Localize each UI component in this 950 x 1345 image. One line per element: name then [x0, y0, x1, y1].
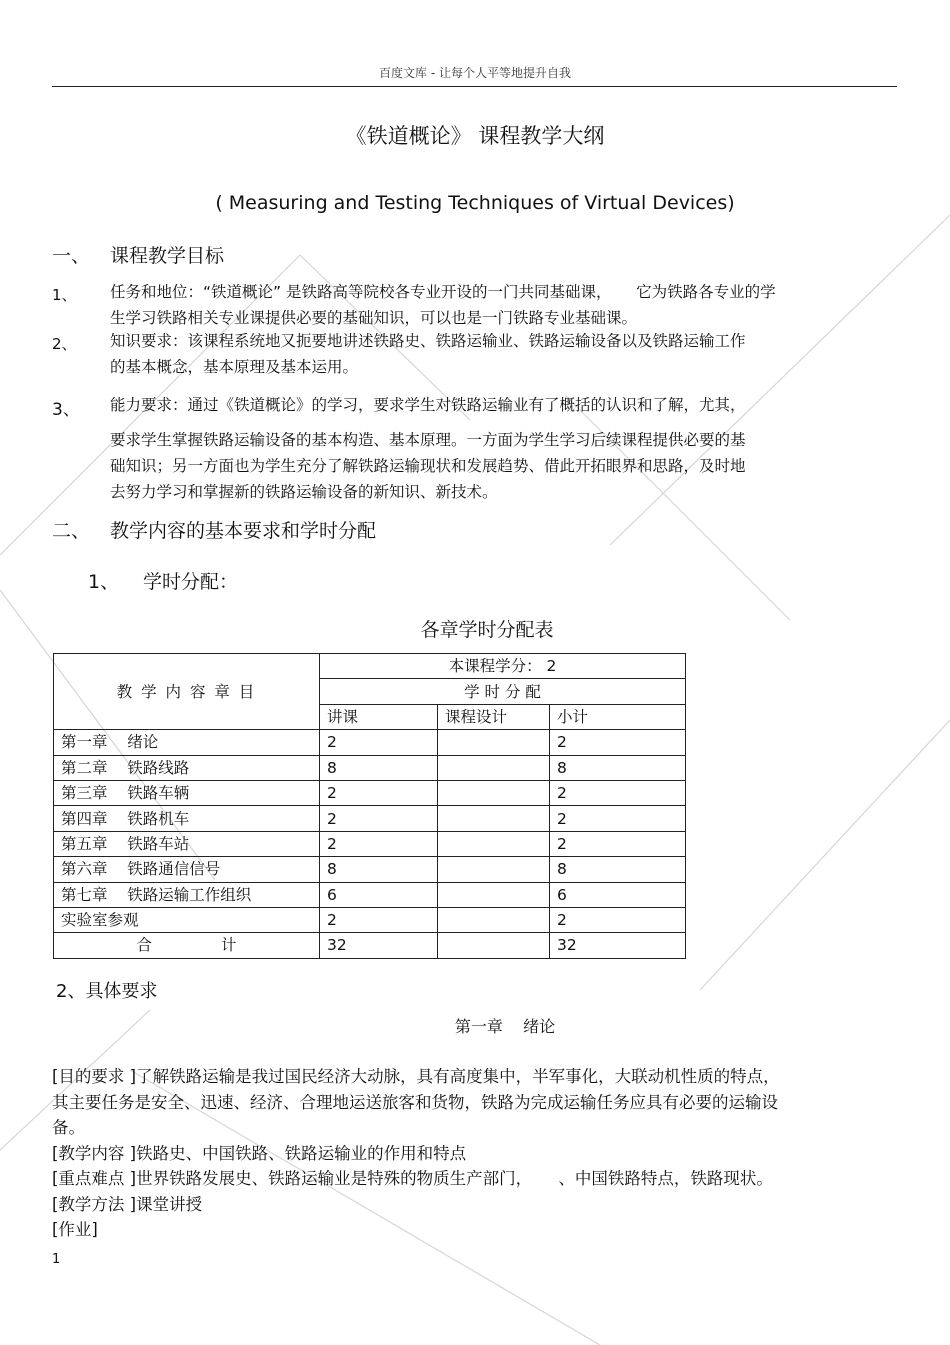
- table-row: [54, 882, 686, 907]
- item3-line2: 要求学生掌握铁路运输设备的基本构造、基本原理。一方面为学生学习后续课程提供必要的基: [110, 431, 746, 449]
- content-header-cell: 教 学 内 容 章 目: [54, 654, 320, 730]
- item2-text: [110, 328, 746, 380]
- chapter-cell: 第二章 铁路线路: [54, 755, 320, 780]
- section1-number: 一、: [52, 245, 91, 267]
- table-row: [54, 730, 686, 755]
- design-cell: [438, 882, 550, 907]
- chapter1-body: [52, 1064, 780, 1243]
- design-cell: [438, 831, 550, 856]
- item3-line1: 能力要求：通过《铁道概论》的学习，要求学生对铁路运输业有了概括的认识和了解，尤其，: [110, 396, 746, 414]
- design-cell: [438, 730, 550, 755]
- page-number: 1: [52, 1252, 61, 1267]
- chapter-cell: 实验室参观: [54, 907, 320, 932]
- table-row: [54, 857, 686, 882]
- document-title: 《铁道概论》 课程教学大纲: [345, 124, 605, 148]
- table-header-row-1: [54, 654, 686, 679]
- subtotal-cell: 2: [550, 831, 686, 856]
- homework: [作业]: [52, 1220, 98, 1239]
- chapter-cell: 第三章 铁路车辆: [54, 780, 320, 805]
- lecture-cell: 8: [320, 755, 438, 780]
- design-cell: [438, 907, 550, 932]
- section2-number: 二、: [52, 520, 91, 542]
- table-row: [54, 831, 686, 856]
- chapter-cell: 第七章 铁路运输工作组织: [54, 882, 320, 907]
- col-header-design: 课程设计: [438, 704, 550, 729]
- total-subtotal-cell: 32: [550, 933, 686, 958]
- goals-line1: [目的要求 ]了解铁路运输是我过国民经济大动脉，具有高度集中，半军事化，大联动机性质的特点，: [52, 1067, 780, 1086]
- chapter-cell: 第五章 铁路车站: [54, 831, 320, 856]
- item1-line1: 任务和地位：“铁道概论” 是铁路高等院校各专业开设的一门共同基础课， 它为铁路各专业的学: [110, 283, 776, 301]
- subsection2-heading: 2、具体要求: [56, 981, 158, 1002]
- header-divider: [52, 86, 897, 87]
- section2-heading: 教学内容的基本要求和学时分配: [110, 520, 377, 542]
- goals-line3: 备。: [52, 1118, 85, 1137]
- col-header-lecture: 讲课: [320, 704, 438, 729]
- chapter-cell: 第一章 绪论: [54, 730, 320, 755]
- lecture-cell: 6: [320, 882, 438, 907]
- lecture-cell: 8: [320, 857, 438, 882]
- chapter-cell: 第四章 铁路机车: [54, 806, 320, 831]
- item3-line3: 础知识；另一方面也为学生充分了解铁路运输现状和发展趋势、借此开拓眼界和思路，及时地: [110, 457, 746, 475]
- section1-heading: 课程教学目标: [110, 245, 225, 267]
- key-points: [重点难点 ]世界铁路发展史、铁路运输业是特殊的物质生产部门， 、中国铁路特点，铁路现状。: [52, 1169, 773, 1188]
- credit-header-cell: 本课程学分： 2: [320, 654, 686, 679]
- item3-line4: 去努力学习和掌握新的铁路运输设备的新知识、新技术。: [110, 483, 498, 501]
- subsection1-number: 1、: [88, 571, 120, 593]
- subtotal-cell: 2: [550, 730, 686, 755]
- table-row: [54, 780, 686, 805]
- total-label-cell: 合 计: [54, 933, 320, 958]
- col-header-subtotal: 小计: [550, 704, 686, 729]
- table-title: 各章学时分配表: [420, 619, 554, 641]
- design-cell: [438, 806, 550, 831]
- item2-number: 2、: [52, 335, 77, 353]
- design-cell: [438, 755, 550, 780]
- table-row: [54, 806, 686, 831]
- subtotal-cell: 2: [550, 806, 686, 831]
- goals-line2: 其主要任务是安全、迅速、经济、合理地运送旅客和货物，铁路为完成运输任务应具有必要的运输设: [52, 1092, 778, 1112]
- lecture-cell: 2: [320, 806, 438, 831]
- lecture-cell: 2: [320, 831, 438, 856]
- table-total-row: [54, 933, 686, 958]
- subsection1-heading: 学时分配：: [143, 571, 239, 593]
- item2-line2: 的基本概念，基本原理及基本运用。: [110, 358, 359, 376]
- total-lecture-cell: 32: [320, 933, 438, 958]
- item1-text: [110, 279, 776, 331]
- chapter-cell: 第六章 铁路通信信号: [54, 857, 320, 882]
- lecture-cell: 2: [320, 730, 438, 755]
- hours-allocation-table: [53, 653, 686, 959]
- item1-number: 1、: [52, 286, 77, 304]
- total-design-cell: [438, 933, 550, 958]
- item3-continuation: [110, 427, 746, 505]
- design-cell: [438, 780, 550, 805]
- subtotal-cell: 2: [550, 780, 686, 805]
- document-subtitle: ( Measuring and Testing Techniques of Virtual Devices): [215, 192, 735, 214]
- item2-line1: 知识要求：该课程系统地又扼要地讲述铁路史、铁路运输业、铁路运输设备以及铁路运输工作: [110, 332, 746, 350]
- item1-line2: 生学习铁路相关专业课提供必要的基础知识，可以也是一门铁路专业基础课。: [110, 309, 638, 327]
- lecture-cell: 2: [320, 780, 438, 805]
- subtotal-cell: 8: [550, 755, 686, 780]
- lecture-cell: 2: [320, 907, 438, 932]
- chapter1-heading: 第一章 绪论: [454, 1017, 556, 1036]
- subtotal-cell: 2: [550, 907, 686, 932]
- item3-number: 3、: [52, 400, 80, 420]
- subtotal-cell: 8: [550, 857, 686, 882]
- subtotal-cell: 6: [550, 882, 686, 907]
- page-header: 百度文库 - 让每个人平等地提升自我: [379, 66, 571, 80]
- design-cell: [438, 857, 550, 882]
- hours-header-cell: 学 时 分 配: [320, 679, 686, 704]
- teaching-content: [教学内容 ]铁路史、中国铁路、铁路运输业的作用和特点: [52, 1143, 467, 1163]
- table-row: [54, 755, 686, 780]
- table-row: [54, 907, 686, 932]
- teaching-method: [教学方法 ]课堂讲授: [52, 1194, 203, 1214]
